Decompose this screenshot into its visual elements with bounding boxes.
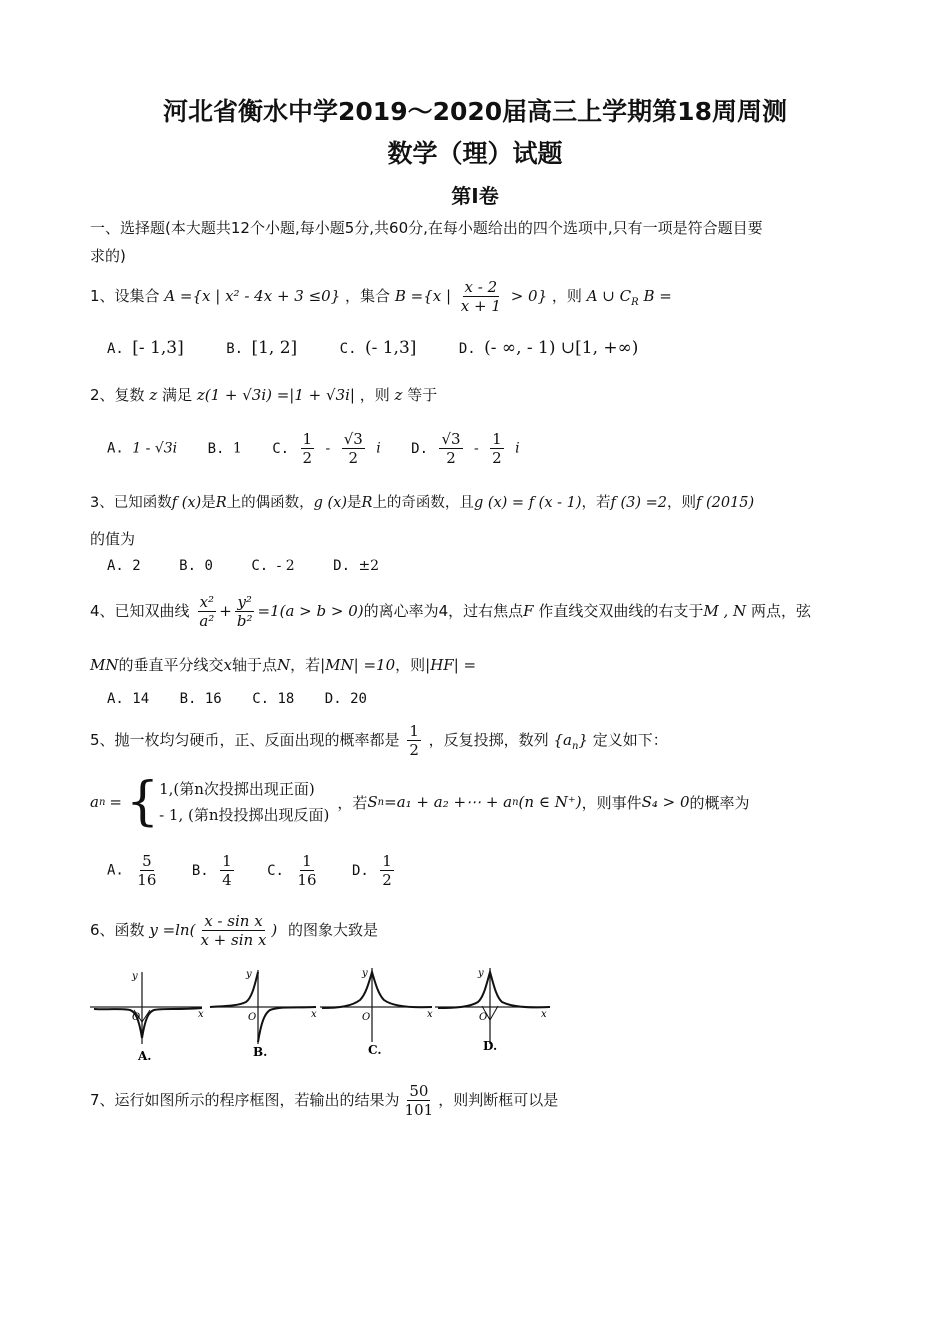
q3-option-d-value: ±2	[358, 558, 380, 574]
graph-c-origin: O	[362, 1012, 371, 1023]
q5-option-b-label: B.	[191, 862, 209, 879]
q2-option-d-label: D.	[411, 440, 429, 457]
q3-option-c-label: C.	[251, 558, 269, 574]
q2-tail-post: 等于	[407, 386, 438, 404]
graph-b	[210, 969, 317, 1059]
graph-c-y-label: y	[362, 968, 368, 979]
q3-text-e: ，若	[581, 495, 611, 511]
section-heading-line2: 求的)	[90, 247, 126, 265]
q5-option-b-frac	[220, 852, 234, 889]
q5-option-d-frac	[380, 852, 394, 889]
q2-tail-pre: ，则	[359, 386, 390, 404]
q4-x: x	[223, 656, 232, 674]
frac-den: 4	[222, 871, 232, 889]
q5-sn-cond: (n ∈ N⁺)	[518, 793, 582, 811]
frac-num: 1	[382, 852, 392, 870]
q1-option-c-value: (- 1,3]	[364, 338, 417, 358]
q1-option-a-value: [- 1,3]	[132, 338, 184, 358]
frac-den: x + sin x	[200, 931, 267, 949]
frac-den: a²	[199, 612, 215, 630]
q5-lhs-eq: =	[109, 793, 122, 811]
frac-den: 2	[409, 741, 419, 759]
frac-num: √3	[441, 430, 461, 448]
frac-den: 101	[404, 1101, 434, 1119]
q3-line2: 的值为	[90, 530, 136, 548]
q4-options	[107, 691, 367, 707]
q1-set-a: A ={x | x² - 4x + 3 ≤0}	[164, 287, 341, 305]
q3-text-b2: 是	[347, 495, 362, 511]
q4-plus: +	[219, 602, 232, 620]
q4-mid: 的离心率为4，过右焦点	[363, 602, 524, 620]
frac-num: y²	[237, 593, 252, 611]
question-3	[90, 491, 754, 512]
q3-R: R	[215, 495, 227, 511]
q1-ask-sub: R	[631, 297, 639, 308]
q4-frac2	[235, 593, 255, 630]
q7-tail: ，则判断框可以是	[438, 1091, 559, 1109]
q4-eq: =1(a > b > 0)	[257, 602, 364, 620]
q5-brace: {	[125, 772, 160, 832]
q1-option-b-label: B.	[226, 341, 244, 357]
frac-num: 50	[409, 1082, 429, 1100]
q6-tail: 的图象大致是	[288, 921, 379, 939]
q2-option-c-frac2	[342, 430, 365, 467]
q7-prefix: 7、运行如图所示的程序框图，若输出的结果为	[90, 1091, 400, 1109]
q4-option-d: D. 20	[324, 691, 367, 707]
graph-d-x-label: x	[541, 1009, 547, 1020]
question-6	[90, 912, 378, 949]
graph-a-x-label: x	[198, 1009, 204, 1020]
q1-fraction	[459, 278, 503, 315]
q2-option-a-label: A.	[107, 440, 124, 457]
q4-N: N	[276, 656, 291, 674]
graph-c-x-label: x	[427, 1009, 433, 1020]
q4-F: F	[523, 602, 534, 620]
q1-option-b-value: [1, 2]	[251, 338, 298, 358]
frac-den: 2	[302, 449, 313, 467]
q6-frac	[198, 912, 268, 949]
graph-a-y-label: y	[132, 971, 138, 982]
q4-line2-d: ，若	[290, 656, 321, 674]
exam-subtitle: 数学（理）试题	[387, 139, 563, 168]
frac-num: 5	[142, 852, 152, 870]
q1-frac-den: x + 1	[460, 297, 501, 315]
q4-line2-b: 的垂直平分线交	[118, 656, 224, 674]
q1-prefix: 1、设集合	[90, 287, 160, 305]
q5-s4: S₄ > 0	[641, 793, 690, 811]
q5-case1: 1,(第n次投掷出现正面)	[159, 780, 315, 798]
q1-ask-post: B =	[643, 287, 672, 305]
graph-a-label: A.	[138, 1049, 152, 1063]
q7-frac	[403, 1082, 436, 1119]
section-heading-line1: 一、选择题(本大题共12个小题,每小题5分,共60分,在每小题给出的四个选项中,只有一项是符合题目要	[90, 219, 763, 237]
frac-den: 2	[446, 449, 456, 467]
q3-fx: f (x)	[171, 495, 202, 511]
q3-option-b: B. 0	[179, 558, 213, 574]
graph-b-x-label: x	[311, 1009, 317, 1020]
q3-text-a: 3、已知函数	[90, 495, 172, 511]
graph-c-label: C.	[368, 1043, 382, 1057]
question-1	[90, 278, 672, 315]
graph-b-origin: O	[248, 1012, 257, 1023]
q4-line2-mn: MN	[90, 656, 119, 674]
q2-option-c-i: i	[376, 440, 381, 457]
q5-an-sub: n	[571, 741, 579, 752]
q5-sn-eq: =a₁ + a₂ +⋯ + a	[384, 793, 513, 811]
q5-an: {a	[553, 731, 572, 749]
q2-options	[107, 430, 520, 467]
q5-options	[107, 852, 397, 889]
q3-eq2: f (3) =2	[610, 495, 667, 511]
q6-rhs: )	[271, 921, 278, 939]
q2-option-d-frac2	[490, 430, 504, 467]
q5-option-a-frac	[135, 852, 158, 889]
q5-option-c-label: C.	[267, 862, 284, 879]
q4-tail: 两点，弦	[750, 602, 811, 620]
q5-sn: S	[367, 793, 378, 811]
frac-num: √3	[343, 430, 363, 448]
q4-option-b: B. 16	[179, 691, 222, 707]
q2-z-2: z	[394, 386, 403, 404]
graph-c	[320, 968, 433, 1057]
frac-num: 1	[302, 430, 313, 448]
q5-option-c-frac	[295, 852, 318, 889]
q4-prefix: 4、已知双曲线	[90, 602, 190, 620]
q5-tail: 定义如下：	[592, 731, 668, 749]
q1-option-d-label: D.	[458, 341, 476, 357]
frac-den: b²	[236, 612, 253, 630]
q3-options	[107, 558, 379, 574]
q1-option-d-value: (- ∞, - 1) ∪[1, +∞)	[484, 338, 639, 358]
q3-text-d: 上的奇函数，且	[372, 495, 474, 511]
q4-MN: M , N	[703, 602, 747, 620]
q4-line2-e: ，则	[395, 656, 426, 674]
q4-eq2: |MN| =10	[320, 656, 396, 674]
q3-eq3: f (2015)	[696, 495, 755, 511]
q5-definition	[90, 772, 750, 832]
q1-ask: A ∪ C	[586, 287, 632, 305]
q5-frac	[407, 722, 421, 759]
q6-graphs	[90, 962, 550, 1066]
q2-option-c-label: C.	[272, 440, 290, 457]
q1-ask-pre: ，则	[551, 287, 582, 305]
q4-mid2: 作直线交双曲线的右支于	[538, 602, 704, 620]
q3-text-f: ，则	[667, 495, 696, 511]
q5-case2: - 1, (第n投投掷出现反面)	[159, 806, 330, 824]
q4-option-c: C. 18	[252, 691, 295, 707]
q2-prefix: 2、复数	[90, 386, 145, 404]
q2-option-b-value: 1	[232, 440, 242, 457]
q2-mid: 满足	[162, 386, 193, 404]
q4-eq3: |HF| =	[425, 656, 477, 674]
volume-label: 第Ⅰ卷	[451, 184, 499, 208]
q2-option-d-i: i	[515, 440, 520, 457]
q5-sn-eq-sub: n	[512, 796, 519, 808]
graph-d-origin: O	[479, 1012, 488, 1023]
q2-z: z	[149, 386, 158, 404]
q3-option-d-label: D.	[333, 558, 350, 574]
frac-num: 1	[302, 852, 312, 870]
exam-title: 河北省衡水中学2019～2020届高三上学期第18周周测	[163, 97, 787, 126]
q2-option-b-label: B.	[207, 440, 225, 457]
frac-den: 16	[297, 871, 317, 889]
graph-d-label: D.	[483, 1039, 498, 1053]
q2-option-c-minus: -	[325, 440, 331, 457]
q5-option-d-label: D.	[351, 862, 369, 879]
q1-mid: ，集合	[345, 287, 391, 305]
frac-den: 16	[137, 871, 157, 889]
q3-text-c: 上的偶函数，	[226, 495, 314, 511]
q5-mid3: ，则事件	[581, 793, 642, 812]
question-4	[90, 593, 811, 630]
q6-prefix: 6、函数	[90, 921, 145, 939]
graph-d	[435, 968, 550, 1053]
q5-mid: ，反复投掷，数列	[428, 731, 549, 749]
q3-eq1: g (x) = f (x - 1)	[473, 495, 582, 511]
q1-option-a-label: A.	[107, 341, 124, 357]
frac-num: x - sin x	[204, 912, 263, 930]
frac-num: 1	[222, 852, 232, 870]
q5-cases	[159, 776, 329, 828]
q3-R2: R	[361, 495, 373, 511]
graph-b-label: B.	[253, 1045, 268, 1059]
q2-option-c-frac1	[301, 430, 315, 467]
q3-option-a: A. 2	[107, 558, 141, 574]
q2-option-d-minus: -	[474, 440, 479, 457]
q2-equation: z(1 + √3i) =|1 + √3i|	[196, 386, 355, 404]
q5-mid2: ，若	[337, 793, 368, 812]
q4-option-a: A. 14	[107, 691, 150, 707]
q5-prefix: 5、抛一枚均匀硬币，正、反面出现的概率都是	[90, 731, 400, 749]
frac-den: 2	[382, 871, 392, 889]
q3-text-b: 是	[201, 495, 216, 511]
q1-option-c-label: C.	[339, 341, 357, 357]
graph-d-y-label: y	[478, 968, 484, 979]
q1-frac-num: x - 2	[464, 278, 498, 296]
q1-set-b-post: > 0}	[510, 287, 548, 305]
q5-option-a-label: A.	[107, 862, 124, 879]
question-5	[90, 722, 668, 759]
q2-option-a-value: 1 - √3i	[132, 440, 178, 457]
q5-tail2: 的概率为	[689, 793, 750, 812]
frac-den: 2	[492, 449, 502, 467]
frac-num: 1	[409, 722, 419, 740]
q5-sn-sub: n	[377, 796, 385, 808]
q4-line2	[90, 654, 476, 675]
q5-an-close: }	[578, 731, 588, 749]
question-7	[90, 1082, 558, 1119]
q5-lhs: a	[90, 793, 99, 811]
frac-num: 1	[492, 430, 502, 448]
frac-num: x²	[199, 593, 215, 611]
q6-lhs: y =ln(	[149, 921, 196, 939]
q4-line2-c: 轴于点	[231, 656, 277, 674]
q3-gx: g (x)	[313, 495, 348, 511]
graph-b-y-label: y	[246, 969, 252, 980]
question-2	[90, 384, 437, 405]
q4-frac1	[197, 593, 216, 630]
frac-den: 2	[348, 449, 359, 467]
q3-option-c-value: - 2	[276, 558, 295, 574]
graph-a	[90, 971, 204, 1063]
q1-set-b-pre: B ={x |	[394, 287, 452, 305]
q2-option-d-frac1	[439, 430, 462, 467]
graph-a-origin: O	[132, 1012, 141, 1023]
q5-lhs-sub: n	[98, 796, 106, 808]
q1-options	[107, 338, 638, 358]
